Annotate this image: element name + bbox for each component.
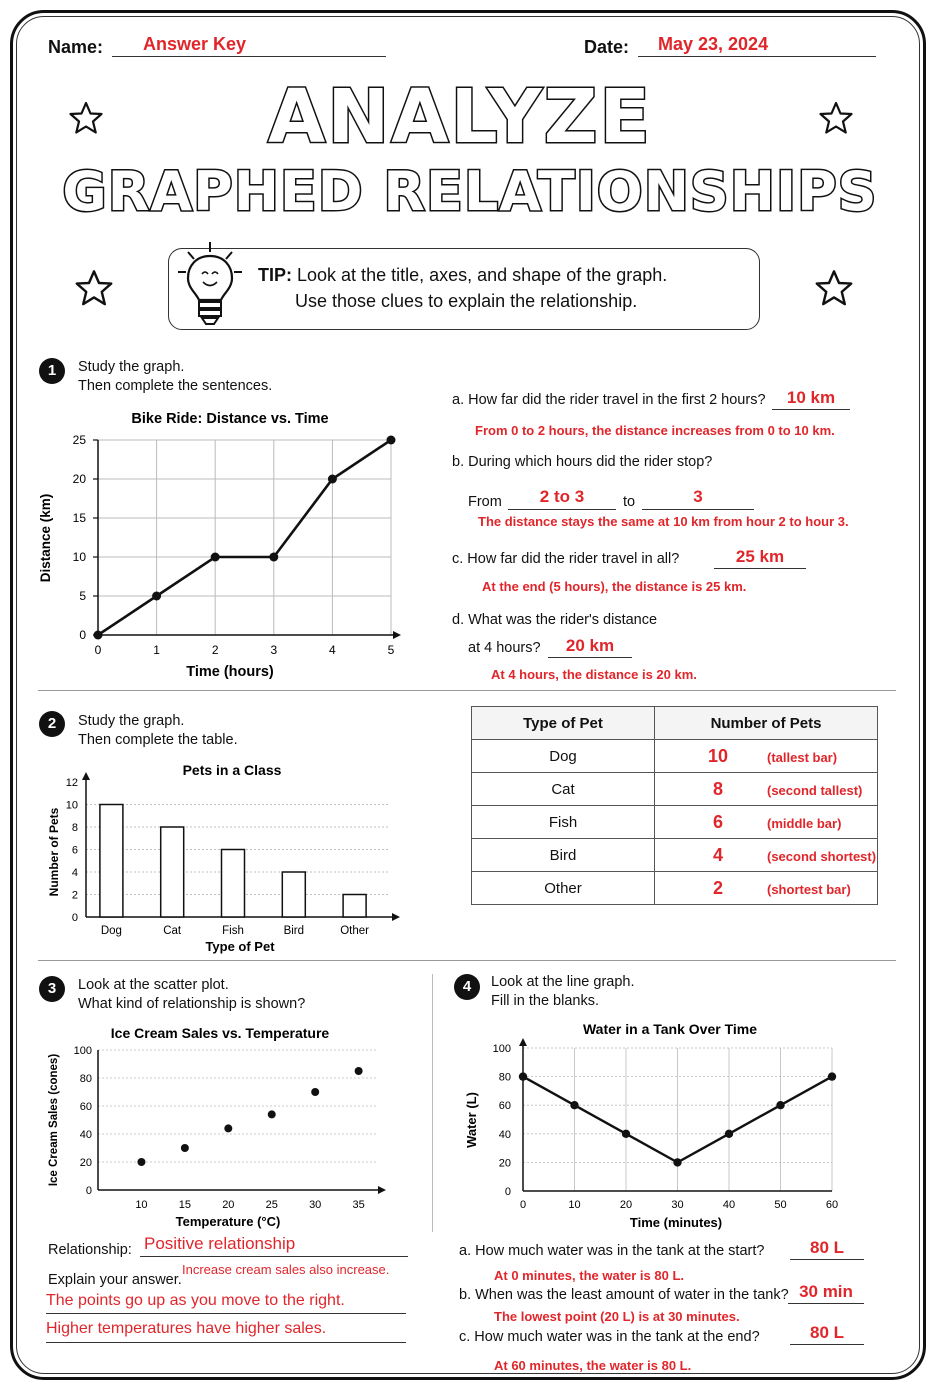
- chart-title: Bike Ride: Distance vs. Time: [131, 411, 329, 427]
- data-point: [311, 1088, 319, 1096]
- data-point: [355, 1067, 363, 1075]
- y-tick-label: 60: [498, 1100, 511, 1113]
- y-tick-label: 5: [79, 589, 86, 603]
- y-tick-label: 0: [79, 628, 86, 642]
- x-tick-label: 20: [619, 1199, 633, 1211]
- data-point: [570, 1101, 578, 1109]
- y-tick-label: 100: [492, 1043, 511, 1055]
- section-4-instruction-1: Look at the line graph.: [491, 974, 635, 990]
- y-tick-label: 10: [72, 550, 86, 564]
- y-tick-label: 20: [72, 472, 86, 486]
- data-point: [224, 1124, 232, 1132]
- title-line2: GRAPHED RELATIONSHIPS: [62, 160, 878, 223]
- date-value: May 23, 2024: [658, 34, 769, 54]
- x-tick-label: Dog: [100, 925, 122, 937]
- y-tick-label: 25: [72, 433, 86, 447]
- x-tick-label: 0: [519, 1199, 527, 1211]
- x-tick-label: 60: [825, 1199, 839, 1211]
- q1a-answer[interactable]: 10 km: [772, 388, 850, 410]
- data-line: [98, 440, 391, 635]
- star-icon: [818, 100, 854, 136]
- x-axis-arrow: [393, 631, 401, 639]
- pet-count-value: 6: [712, 811, 723, 832]
- x-tick-label: 5: [387, 643, 395, 657]
- column-divider: [432, 974, 433, 1232]
- q1d-question-1: d. What was the rider's distance: [452, 612, 658, 628]
- x-tick-label: 15: [178, 1199, 191, 1211]
- x-tick-label: 25: [265, 1199, 278, 1211]
- explain-note: Increase cream sales also increase.: [182, 1262, 390, 1277]
- chart-title: Water in a Tank Over Time: [582, 1021, 758, 1037]
- data-point: [328, 475, 337, 484]
- q1a-question: a. How far did the rider travel in the first 2 hours?: [452, 392, 766, 408]
- chart-title: Pets in a Class: [182, 762, 282, 778]
- section-2-number: 2: [39, 711, 65, 737]
- x-tick-label: Bird: [283, 925, 305, 937]
- q1b-answer-start[interactable]: 2 to 3: [508, 487, 616, 510]
- x-tick-label: 10: [568, 1199, 581, 1211]
- x-tick-label: 1: [153, 643, 160, 657]
- data-point: [137, 1158, 145, 1166]
- title-line1: ANALYZE: [268, 74, 652, 160]
- section-3-instruction-1: Look at the scatter plot.: [78, 977, 229, 993]
- ice-cream-chart: [40, 1020, 420, 1235]
- q4c-hint: At 60 minutes, the water is 80 L.: [494, 1358, 692, 1373]
- section-4-instruction-2: Fill in the blanks.: [491, 993, 599, 1009]
- lightbulb-icon: [174, 238, 246, 332]
- y-tick-label: 0: [504, 1186, 511, 1198]
- data-point: [268, 1110, 276, 1118]
- table-header-count: Number of Pets: [655, 707, 878, 740]
- x-tick-label: 30: [671, 1199, 684, 1211]
- x-axis-arrow: [392, 913, 400, 921]
- q1d-question-2: at 4 hours?: [468, 640, 541, 656]
- relationship-answer: Positive relationship: [144, 1234, 296, 1253]
- x-tick-label: 0: [94, 643, 102, 657]
- pet-count-note: (tallest bar): [767, 749, 838, 765]
- x-axis-label: Temperature (°C): [175, 1214, 281, 1229]
- tip-label: TIP:: [258, 265, 292, 285]
- y-tick-label: 10: [65, 799, 78, 812]
- pet-count-note: (middle bar): [767, 815, 842, 831]
- y-axis-arrow: [82, 772, 90, 780]
- y-axis-label: Ice Cream Sales (cones): [48, 1053, 60, 1187]
- chart-title: Ice Cream Sales vs. Temperature: [110, 1025, 330, 1041]
- y-tick-label: 100: [73, 1045, 92, 1057]
- section-4-number: 4: [454, 974, 480, 1000]
- pets-table: [471, 706, 878, 905]
- x-tick-label: 4: [329, 643, 336, 657]
- water-tank-chart: [460, 1016, 860, 1234]
- bar: [282, 872, 305, 917]
- pet-count-note: (second tallest): [767, 782, 863, 798]
- pet-count-value: 8: [712, 778, 723, 799]
- explain-label: Explain your answer.: [48, 1272, 182, 1288]
- date-field[interactable]: [638, 34, 876, 57]
- data-point: [519, 1072, 527, 1080]
- y-tick-label: 12: [65, 777, 78, 789]
- y-tick-label: 8: [71, 822, 78, 834]
- x-axis-label: Time (minutes): [629, 1215, 723, 1230]
- q1b-to-label: to: [623, 494, 636, 510]
- x-tick-label: Cat: [163, 925, 182, 937]
- pet-count-cell[interactable]: [655, 872, 878, 905]
- name-label: Name:: [48, 37, 104, 57]
- q1c-question: c. How far did the rider travel in all?: [452, 551, 680, 567]
- pet-count-value: 2: [712, 877, 723, 898]
- x-tick-label: 3: [270, 643, 278, 657]
- y-tick-label: 40: [79, 1129, 92, 1141]
- section-1-instruction-2: Then complete the sentences.: [78, 378, 273, 394]
- pet-count-cell[interactable]: [655, 773, 878, 806]
- tip-text-1: Look at the title, axes, and shape of the graph.: [297, 265, 668, 285]
- data-point: [211, 553, 220, 562]
- data-point: [94, 631, 103, 640]
- x-tick-label: 2: [211, 643, 219, 657]
- q1c-hint: At the end (5 hours), the distance is 25 km.: [482, 579, 747, 594]
- bar: [100, 805, 123, 918]
- pets-table-wrap: [471, 706, 878, 905]
- data-point: [776, 1101, 784, 1109]
- x-tick-label: 40: [722, 1199, 736, 1211]
- x-tick-label: 10: [135, 1199, 148, 1211]
- table-row: [472, 872, 878, 905]
- q4a-hint: At 0 minutes, the water is 80 L.: [494, 1268, 684, 1283]
- pet-type-cell: Fish: [472, 806, 655, 839]
- section-divider: [38, 690, 896, 691]
- q1b-answer-end[interactable]: 3: [642, 487, 754, 510]
- x-tick-label: Fish: [222, 925, 244, 937]
- x-tick-label: 30: [309, 1199, 322, 1211]
- q4b-question: b. When was the least amount of water in the tank?: [459, 1287, 789, 1303]
- data-point: [622, 1130, 630, 1138]
- y-axis-arrow: [519, 1038, 527, 1046]
- y-tick-label: 6: [71, 844, 78, 857]
- table-row: [472, 806, 878, 839]
- y-tick-label: 80: [79, 1073, 92, 1085]
- explain-answer-line-1[interactable]: The points go up as you move to the right.: [46, 1292, 406, 1314]
- pet-count-note: (second shortest): [767, 848, 877, 864]
- x-tick-label: 50: [774, 1199, 787, 1211]
- q1b-hint: The distance stays the same at 10 km from hour 2 to hour 3.: [478, 514, 849, 529]
- data-point: [152, 592, 161, 601]
- data-point: [387, 436, 396, 445]
- q4b-answer[interactable]: 30 min: [788, 1282, 864, 1304]
- x-axis-arrow: [378, 1186, 386, 1194]
- y-tick-label: 2: [71, 889, 78, 902]
- name-field[interactable]: [112, 34, 386, 57]
- x-tick-label: 35: [352, 1199, 365, 1211]
- tip-line2: Use those clues to explain the relationship.: [295, 291, 638, 311]
- bar: [222, 850, 245, 918]
- pet-type-cell: Dog: [472, 740, 655, 773]
- star-icon: [814, 268, 854, 308]
- section-1-number: 1: [39, 358, 65, 384]
- y-tick-label: 20: [498, 1157, 511, 1170]
- star-icon: [74, 268, 114, 308]
- tip-line1: [258, 265, 667, 286]
- date-label: Date:: [584, 37, 630, 57]
- y-tick-label: 20: [79, 1157, 92, 1169]
- pet-type-cell: Cat: [472, 773, 655, 806]
- bar: [161, 827, 184, 917]
- pet-type-cell: Other: [472, 872, 655, 905]
- relationship-label: Relationship:: [48, 1242, 132, 1258]
- tip-box: [168, 248, 760, 330]
- y-tick-label: 15: [72, 511, 86, 525]
- pets-chart: [40, 758, 420, 958]
- y-axis-label: Distance (km): [38, 493, 53, 583]
- pet-count-value: 10: [707, 745, 729, 766]
- q4a-answer[interactable]: 80 L: [790, 1238, 864, 1260]
- y-tick-label: 40: [498, 1128, 511, 1141]
- explain-answer-line-2[interactable]: Higher temperatures have higher sales.: [46, 1320, 406, 1343]
- pet-count-note: (shortest bar): [767, 881, 851, 897]
- x-axis-label: Type of Pet: [205, 939, 275, 954]
- pet-count-cell[interactable]: [655, 740, 878, 773]
- q4b-hint: The lowest point (20 L) is at 30 minutes.: [494, 1309, 740, 1324]
- y-tick-label: 0: [85, 1185, 92, 1197]
- y-tick-label: 60: [79, 1101, 92, 1113]
- q1d-hint: At 4 hours, the distance is 20 km.: [491, 667, 697, 682]
- pet-count-cell[interactable]: [655, 839, 878, 872]
- q1a-hint: From 0 to 2 hours, the distance increases from 0 to 10 km.: [475, 423, 835, 438]
- y-tick-label: 80: [498, 1071, 511, 1084]
- table-row: [472, 740, 878, 773]
- pet-count-value: 4: [712, 844, 723, 865]
- pet-type-cell: Bird: [472, 839, 655, 872]
- section-2-instruction-1: Study the graph.: [78, 713, 185, 729]
- bike-ride-chart: [36, 405, 416, 685]
- section-2-instruction-2: Then complete the table.: [78, 732, 238, 748]
- q1b-question: b. During which hours did the rider stop?: [452, 454, 713, 470]
- star-icon: [68, 100, 104, 136]
- q4c-question: c. How much water was in the tank at the end?: [459, 1329, 760, 1345]
- x-tick-label: 20: [222, 1199, 235, 1211]
- q1c-answer[interactable]: 25 km: [714, 547, 806, 569]
- q1b-from-label: From: [468, 494, 502, 510]
- q4c-answer[interactable]: 80 L: [790, 1323, 864, 1345]
- table-row: [472, 839, 878, 872]
- q1d-answer[interactable]: 20 km: [548, 636, 632, 658]
- y-axis-label: Number of Pets: [47, 807, 61, 897]
- bar: [343, 895, 366, 918]
- table-header-type: Type of Pet: [472, 707, 655, 740]
- x-tick-label: Other: [340, 925, 369, 937]
- data-point: [269, 553, 278, 562]
- q4a-question: a. How much water was in the tank at the start?: [459, 1243, 765, 1259]
- name-value: Answer Key: [143, 34, 247, 54]
- section-divider: [38, 960, 896, 961]
- data-point: [181, 1144, 189, 1152]
- table-row: [472, 773, 878, 806]
- section-3-number: 3: [39, 976, 65, 1002]
- section-1-instruction-1: Study the graph.: [78, 359, 185, 375]
- data-point: [673, 1158, 681, 1166]
- y-axis-label: Water (L): [464, 1092, 479, 1148]
- x-axis-label: Time (hours): [186, 664, 274, 680]
- y-tick-label: 0: [71, 912, 78, 924]
- data-point: [828, 1072, 836, 1080]
- data-point: [725, 1130, 733, 1138]
- section-3-instruction-2: What kind of relationship is shown?: [78, 996, 306, 1012]
- y-tick-label: 4: [71, 867, 78, 879]
- relationship-field[interactable]: [140, 1234, 408, 1257]
- pet-count-cell[interactable]: [655, 806, 878, 839]
